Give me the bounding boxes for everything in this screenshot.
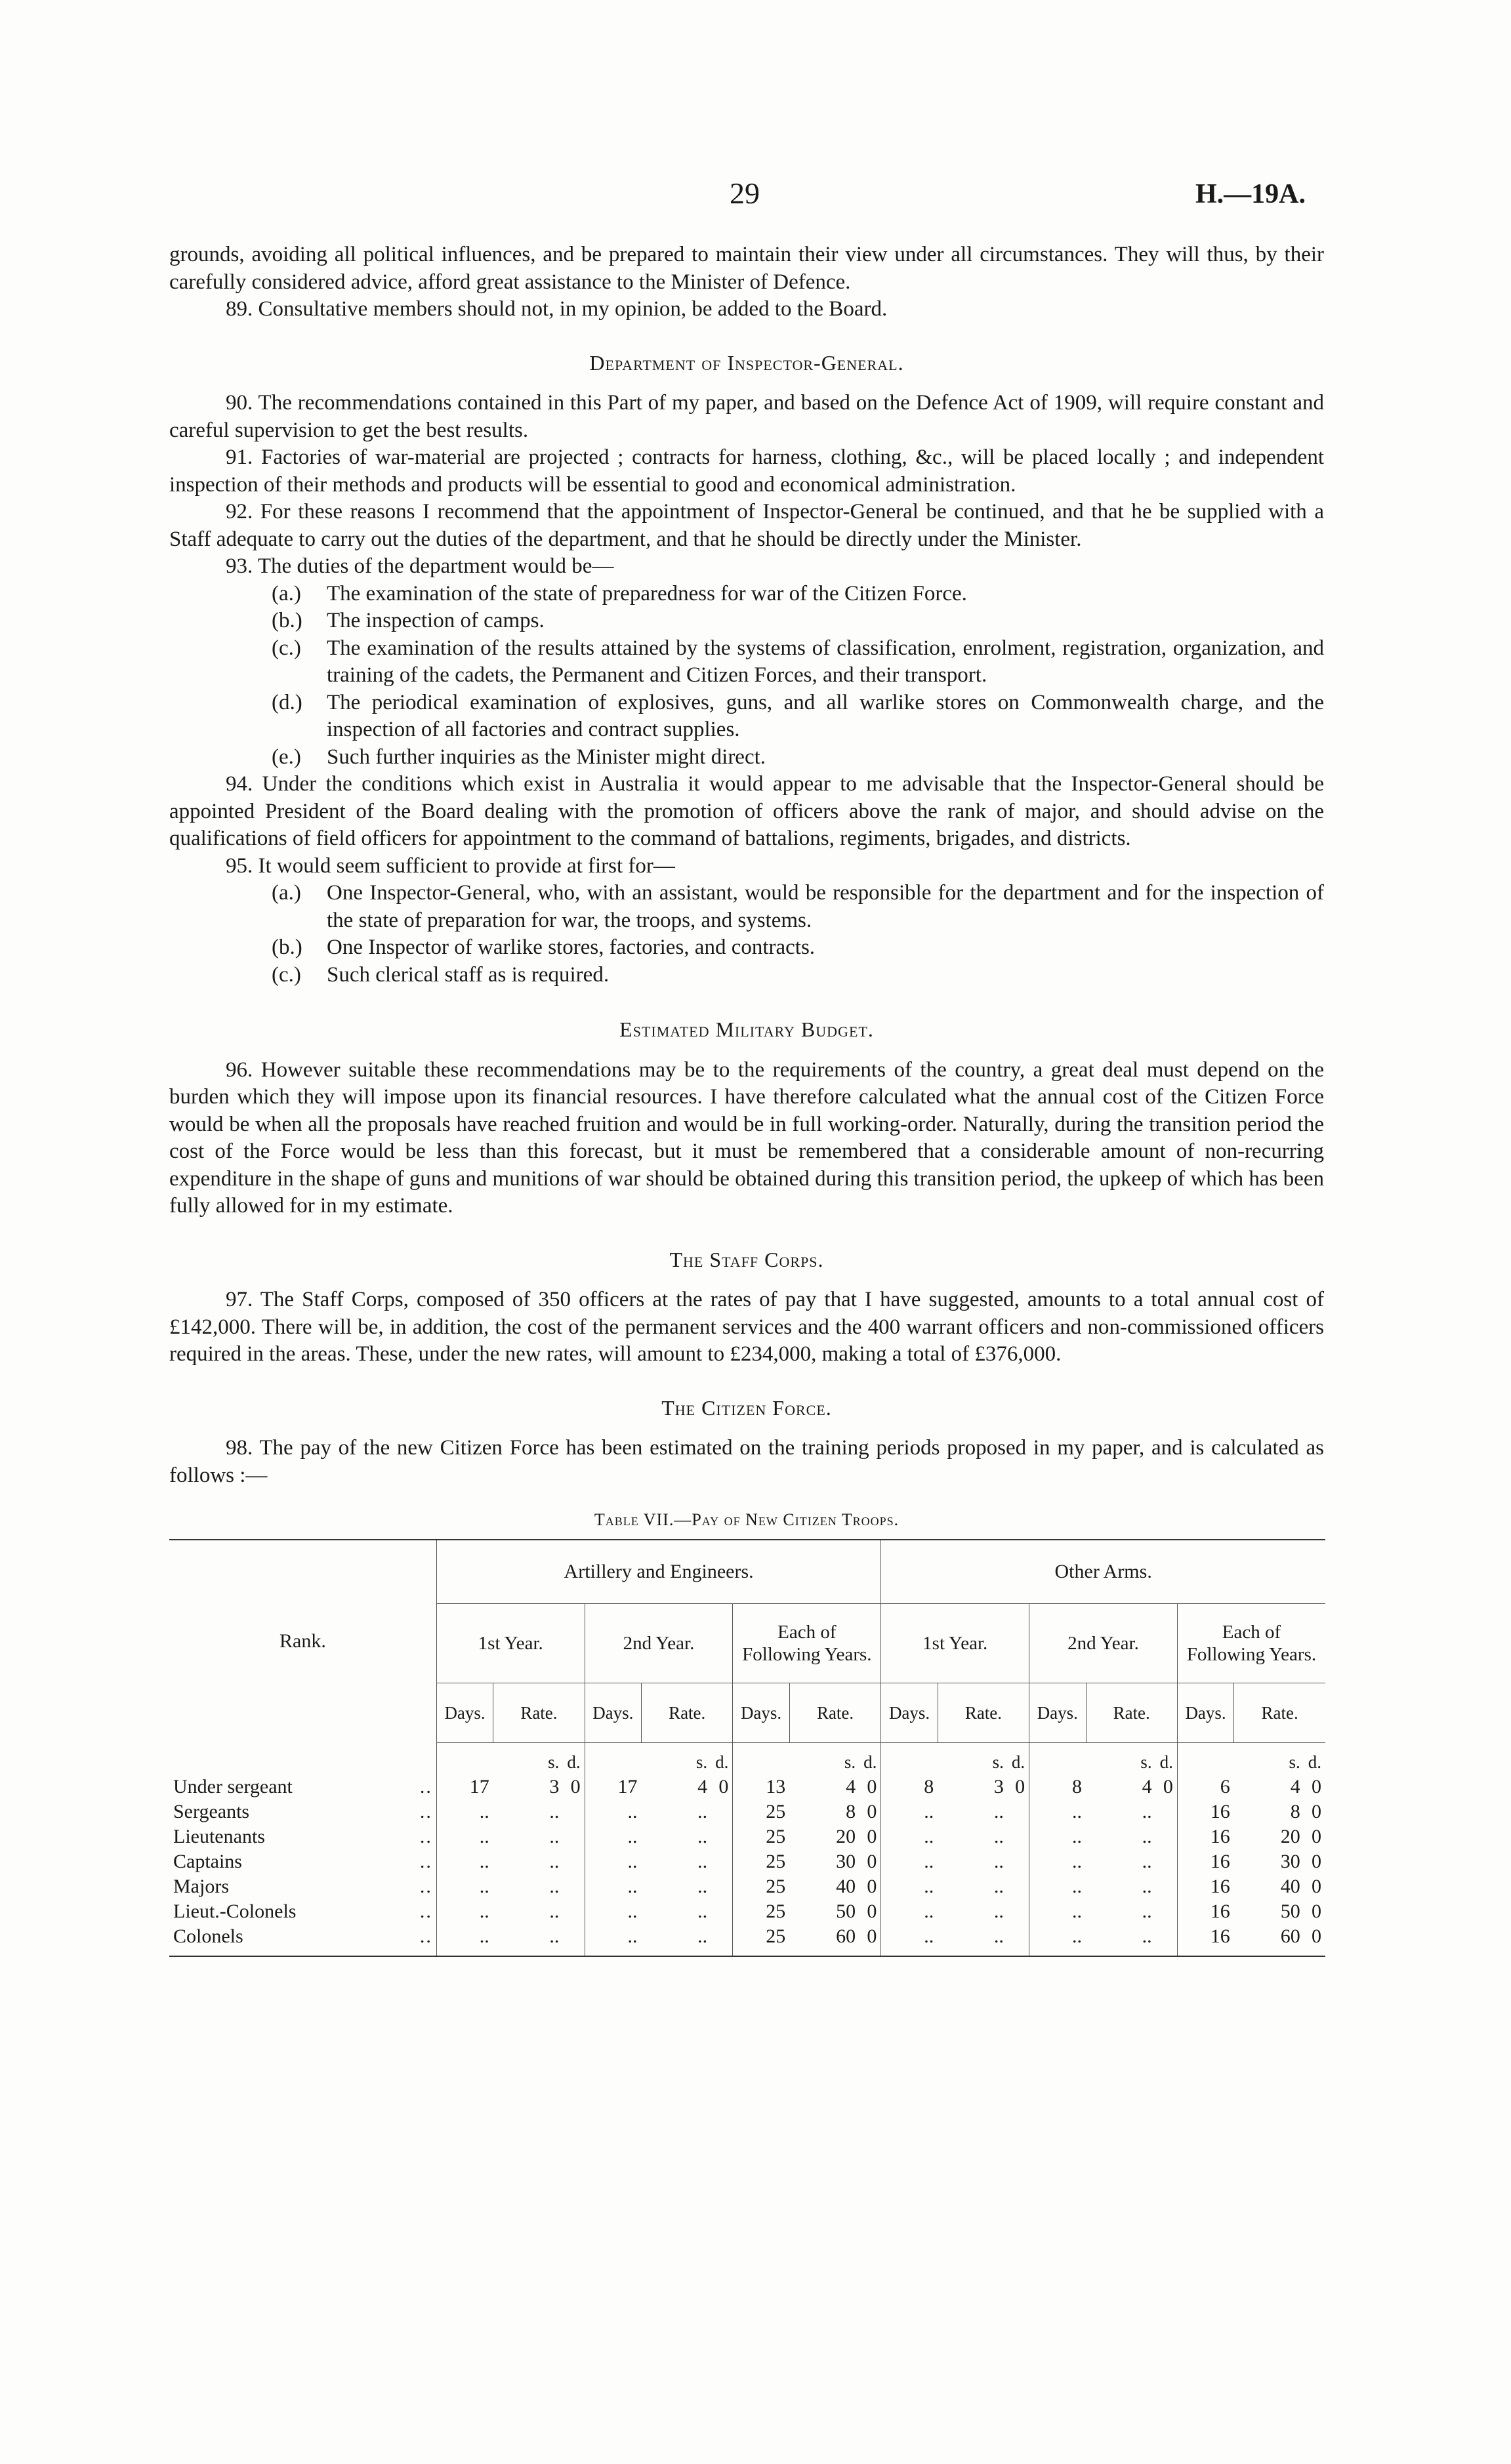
rate-shillings-cell: 40 [1280,1875,1300,1897]
pence-label: d. [1308,1752,1321,1772]
rate-pence-cell [711,1799,733,1824]
days-header: Days. [1177,1683,1233,1742]
days-cell: .. [436,1924,493,1956]
rate-shillings-cell: 50 [836,1900,856,1922]
table-row [169,1899,1325,1924]
pence-label: d. [715,1752,729,1772]
year-header: 2nd Year. [1029,1603,1178,1683]
table-row [169,1849,1325,1874]
year-header: 1st Year. [436,1603,585,1683]
rate-shillings-cell: .. [697,1850,708,1872]
heading-military-budget: Estimated Military Budget. [619,1017,874,1041]
rate-shillings-cell: 60 [789,1924,859,1956]
list-item [169,880,1324,934]
list-text: One Inspector-General, who, with an assistant, would be responsible for the department and for the inspection of the state of preparation for war, the troops, and systems. [327,881,1324,932]
rate-pence-cell [1156,1799,1178,1824]
rate-pence-cell [563,1874,585,1899]
rate-pence-cell: 0 [1304,1924,1325,1956]
rate-shillings-cell: 30 [836,1850,856,1872]
list-marker: (a.) [272,581,301,606]
rate-shillings-cell: .. [549,1900,560,1922]
rate-pence-cell: 0 [867,1825,877,1847]
days-cell: 25 [733,1924,789,1956]
days-cell: .. [881,1824,938,1849]
rate-pence-cell [1156,1824,1178,1849]
rate-pence-cell: 0 [1312,1850,1321,1872]
days-cell: 25 [733,1899,789,1924]
days-cell: .. [436,1899,493,1924]
shillings-label: s. [844,1752,856,1772]
days-cell: 25 [733,1849,789,1874]
rank-name: Captains [173,1850,242,1872]
pay-table [169,1539,1325,1957]
rate-shillings-cell: 60 [1234,1924,1304,1956]
rate-shillings-cell: .. [1142,1850,1152,1872]
rate-pence-cell [563,1799,585,1824]
days-cell: .. [585,1799,641,1824]
rate-pence-cell [563,1924,585,1956]
group-header: Other Arms. [881,1540,1325,1604]
days-cell: .. [585,1824,641,1849]
list-marker: (c.) [272,962,301,987]
rate-shillings-cell: .. [549,1825,560,1847]
table-row [169,1799,1325,1824]
rate-shillings-cell: 20 [836,1825,856,1847]
rate-shillings-cell: 4 [1142,1775,1152,1797]
duties-list [169,581,1324,771]
rank-name: Sergeants [173,1800,250,1822]
rate-pence-cell: 0 [867,1875,877,1897]
rank-cell [169,1824,436,1849]
units-spacer [169,1742,436,1775]
list-item [169,962,1324,989]
days-cell: 25 [733,1824,789,1849]
rate-pence-cell [1008,1874,1029,1899]
rank-cell [169,1775,436,1799]
page-number: 29 [730,176,760,210]
list-item [169,607,1324,635]
rate-pence-cell [1156,1899,1178,1924]
rate-pence-cell: 0 [867,1775,877,1797]
days-cell: .. [1029,1849,1086,1874]
rate-pence-cell [1008,1849,1029,1874]
list-marker: (d.) [272,690,302,714]
rank-cell [169,1924,436,1956]
list-marker: (e.) [272,745,301,769]
list-text: The examination of the state of preparedness for war of the Citizen Force. [327,581,967,606]
rank-name: Under sergeant [173,1775,293,1797]
list-marker: (b.) [272,609,302,632]
table-row [169,1775,1325,1799]
rate-shillings-cell: .. [549,1850,560,1872]
units-spacer [733,1742,789,1775]
rate-shillings-cell: 4 [697,1775,708,1797]
rate-pence-cell: 0 [867,1800,877,1822]
days-cell: 16 [1177,1849,1233,1874]
list-item [169,934,1324,962]
rate-shillings-cell: 40 [836,1875,856,1897]
rate-pence-cell: 0 [867,1850,877,1872]
list-marker: (c.) [272,636,301,660]
rate-pence-cell: 0 [570,1775,581,1797]
paragraph-92: 92. For these reasons I recommend that the appointment of Inspector-General be continued, and that he be supplied with a Staff adequate to carry out the duties of the department, and that he should be directly under the Minister. [169,500,1324,551]
leader-dots: .. [419,1775,432,1797]
days-cell: 16 [1177,1899,1233,1924]
paragraph-91: 91. Factories of war-material are projected ; contracts for harness, clothing, &c., will be placed locally ; and independent inspection of their methods and products will be essential to good and economical administration. [169,445,1324,497]
table-caption: Table VII.—Pay of New Citizen Troops. [594,1510,900,1529]
rate-pence-cell [1008,1824,1029,1849]
leader-dots: .. [419,1825,432,1847]
rate-header: Rate. [1234,1683,1325,1742]
rate-pence-cell [711,1824,733,1849]
rate-shillings-cell: .. [697,1800,708,1822]
rate-pence-cell [711,1874,733,1899]
rate-pence-cell [1008,1924,1029,1956]
paragraph-90: 90. The recommendations contained in this Part of my paper, and based on the Defence Act of 1909, will require constant and careful supervision to get the best results. [169,391,1324,442]
days-cell: .. [1029,1899,1086,1924]
rate-pence-cell: 0 [1163,1775,1173,1797]
rate-shillings-cell: 50 [1280,1900,1300,1922]
rate-shillings-cell: 3 [549,1775,560,1797]
rate-shillings-cell: .. [993,1850,1004,1872]
rate-header: Rate. [493,1683,585,1742]
rate-pence-cell [1008,1899,1029,1924]
days-cell: 16 [1177,1924,1233,1956]
rate-shillings-cell: .. [1142,1900,1152,1922]
days-cell: .. [881,1849,938,1874]
days-cell: .. [881,1924,938,1956]
pence-label: d. [863,1752,877,1772]
list-marker: (b.) [272,935,302,959]
days-cell: .. [1029,1874,1086,1899]
list-item [169,635,1324,689]
rate-pence-cell [563,1824,585,1849]
rank-name: Lieutenants [173,1825,265,1847]
paragraph-98: 98. The pay of the new Citizen Force has been estimated on the training periods proposed in my paper, and is calculated as follows :— [169,1436,1324,1487]
days-cell: 6 [1177,1775,1233,1799]
rate-shillings-cell: .. [993,1900,1004,1922]
rank-cell [169,1799,436,1824]
rate-pence-cell [711,1849,733,1874]
rate-pence-cell: 0 [1312,1775,1321,1797]
rate-header: Rate. [789,1683,881,1742]
list-marker: (a.) [272,881,301,905]
pence-label: d. [567,1752,581,1772]
days-cell: .. [881,1899,938,1924]
rate-pence-cell [563,1849,585,1874]
rate-header: Rate. [938,1683,1029,1742]
rate-shillings-cell: 4 [1290,1775,1300,1797]
paragraph-continued: grounds, avoiding all political influences, and be prepared to maintain their view under all circumstances. They will thus, by their carefully considered advice, afford great assistance to the Minister of Defence. [169,243,1324,294]
list-text: The examination of the results attained by the systems of classification, enrolment, registration, organization, and training of the cadets, the Permanent and Citizen Forces, and their transport. [327,636,1324,687]
rate-pence-cell [1156,1924,1178,1956]
heading-citizen-force: The Citizen Force. [661,1395,832,1420]
units-spacer [1029,1742,1086,1775]
rate-shillings-cell: 20 [1280,1825,1300,1847]
days-cell: 25 [733,1874,789,1899]
units-spacer [881,1742,938,1775]
leader-dots: .. [419,1925,432,1947]
body-text [169,241,1324,1957]
rate-shillings-cell: .. [1086,1924,1156,1956]
days-cell: 17 [585,1775,641,1799]
days-cell: .. [585,1874,641,1899]
rate-shillings-cell: .. [549,1875,560,1897]
units-row [169,1742,1325,1775]
rate-shillings-cell: .. [1142,1825,1152,1847]
days-cell: 16 [1177,1799,1233,1824]
paragraph-96: 96. However suitable these recommendations may be to the requirements of the country, a great deal must depend on the burden which they will impose upon its financial resources. I have therefore calculated what the annual cost of the Citizen Force would be when all the proposals have reached fruition and would be in full working-order. Naturally, during the transition period the cost of the Force would be less than this forecast, but it must be remembered that a considerable amount of non-recurring expenditure in the shape of guns and munitions of war should be obtained during this transition period, the upkeep of which has been fully allowed for in my estimate. [169,1057,1324,1218]
days-cell: .. [585,1849,641,1874]
rate-pence-cell: 0 [718,1775,729,1797]
rate-pence-cell: 0 [1312,1800,1321,1822]
days-cell: .. [1029,1924,1086,1956]
table-row [169,1824,1325,1849]
days-header: Days. [585,1683,641,1742]
rate-shillings-cell: .. [993,1875,1004,1897]
rate-header: Rate. [1086,1683,1177,1742]
rate-shillings-cell: .. [993,1800,1004,1822]
rate-shillings-cell: .. [938,1924,1008,1956]
year-header: 2nd Year. [585,1603,733,1683]
leader-dots: .. [419,1875,432,1897]
rate-pence-cell [1156,1874,1178,1899]
days-header: Days. [733,1683,789,1742]
rate-shillings-cell: .. [697,1825,708,1847]
days-cell: 17 [436,1775,493,1799]
days-cell: 13 [733,1775,789,1799]
rate-shillings-cell: .. [493,1924,564,1956]
shillings-label: s. [695,1752,708,1772]
list-item [169,581,1324,608]
rate-pence-cell: 0 [1312,1900,1321,1922]
rate-pence-cell [1008,1799,1029,1824]
rate-shillings-cell: .. [1142,1875,1152,1897]
list-text: The periodical examination of explosives, guns, and all warlike stores on Commonwealth charge, and the inspection of all factories and contract supplies. [327,690,1324,741]
rate-pence-cell: 0 [1312,1875,1321,1897]
rate-pence-cell [563,1899,585,1924]
rate-shillings-cell: 8 [1290,1800,1300,1822]
rank-cell [169,1874,436,1899]
pay-table-body [169,1742,1325,1956]
units-spacer [1177,1742,1233,1775]
days-cell: .. [436,1874,493,1899]
paragraph-97: 97. The Staff Corps, composed of 350 officers at the rates of pay that I have suggested, amounts to a total annual cost of £142,000. There will be, in addition, the cost of the permanent services and the 400 warrant officers and non-commissioned officers required in the areas. These, under the new rates, will amount to £234,000, making a total of £376,000. [169,1288,1324,1366]
heading-inspector-general: Department of Inspector-General. [589,350,904,375]
days-cell: .. [1029,1824,1086,1849]
table-row [169,1874,1325,1899]
rate-shillings-cell: 30 [1280,1850,1300,1872]
rate-shillings-cell: .. [697,1900,708,1922]
days-cell: 8 [1029,1775,1086,1799]
days-header: Days. [1029,1683,1086,1742]
year-header: Each of Following Years. [733,1603,881,1683]
rate-pence-cell [711,1899,733,1924]
days-cell: 8 [881,1775,938,1799]
days-cell: .. [436,1824,493,1849]
units-spacer [436,1742,493,1775]
list-text: The inspection of camps. [327,609,545,632]
shillings-label: s. [1289,1752,1300,1772]
days-cell: 25 [733,1799,789,1824]
year-header: Each of Following Years. [1177,1603,1325,1683]
paragraph-89: 89. Consultative members should not, in my opinion, be added to the Board. [226,297,888,321]
rate-shillings-cell: .. [993,1825,1004,1847]
rate-shillings-cell: .. [642,1924,712,1956]
leader-dots: .. [419,1900,432,1922]
days-cell: .. [585,1899,641,1924]
rate-header: Rate. [642,1683,733,1742]
units-spacer [585,1742,641,1775]
leader-dots: .. [419,1800,432,1822]
rank-name: Lieut.-Colonels [173,1900,297,1922]
rate-pence-cell: 0 [859,1924,881,1956]
pence-label: d. [1011,1752,1025,1772]
days-cell: .. [436,1799,493,1824]
shillings-label: s. [548,1752,560,1772]
days-cell: 16 [1177,1824,1233,1849]
rank-cell [169,1899,436,1924]
pence-label: d. [1159,1752,1173,1772]
days-cell: .. [585,1924,641,1956]
rate-pence-cell [711,1924,733,1956]
rate-shillings-cell: .. [549,1800,560,1822]
table-row [169,1924,1325,1956]
paragraph-95: 95. It would seem sufficient to provide at first for— [226,853,675,878]
shillings-label: s. [1140,1752,1152,1772]
days-header: Days. [436,1683,493,1742]
rank-cell [169,1849,436,1874]
list-item [169,689,1324,744]
days-cell: .. [881,1799,938,1824]
list-text: Such clerical staff as is required. [327,962,610,987]
paragraph-93: 93. The duties of the department would be— [226,554,614,578]
leader-dots: .. [419,1850,432,1872]
year-header: 1st Year. [881,1603,1029,1683]
heading-staff-corps: The Staff Corps. [669,1247,824,1271]
rate-pence-cell [1156,1849,1178,1874]
rate-pence-cell: 0 [1015,1775,1025,1797]
days-cell: .. [1029,1799,1086,1824]
rate-shillings-cell: .. [697,1875,708,1897]
days-cell: 16 [1177,1874,1233,1899]
list-text: Such further inquiries as the Minister might direct. [327,745,766,769]
rate-pence-cell: 0 [1312,1825,1321,1847]
provision-list [169,880,1324,989]
days-cell: .. [881,1874,938,1899]
rate-pence-cell: 0 [867,1900,877,1922]
rank-header: Rank. [169,1540,436,1743]
list-item [169,744,1324,771]
days-cell: .. [436,1849,493,1874]
document-reference: H.—19A. [1195,179,1306,209]
rank-name: Colonels [173,1925,243,1947]
paragraph-94: 94. Under the conditions which exist in Australia it would appear to me advisable that the Inspector-General should be appointed President of the Board dealing with the promotion of officers above the rank of major, and should advise on the qualifications of field officers for appointment to the command of battalions, regiments, brigades, and districts. [169,772,1324,850]
shillings-label: s. [992,1752,1004,1772]
rank-name: Majors [173,1875,229,1897]
group-header: Artillery and Engineers. [436,1540,881,1604]
rate-shillings-cell: 3 [993,1775,1004,1797]
rate-shillings-cell: 8 [846,1800,856,1822]
rate-shillings-cell: 4 [846,1775,856,1797]
list-text: One Inspector of warlike stores, factories, and contracts. [327,935,816,959]
days-header: Days. [881,1683,938,1742]
rate-shillings-cell: .. [1142,1800,1152,1822]
